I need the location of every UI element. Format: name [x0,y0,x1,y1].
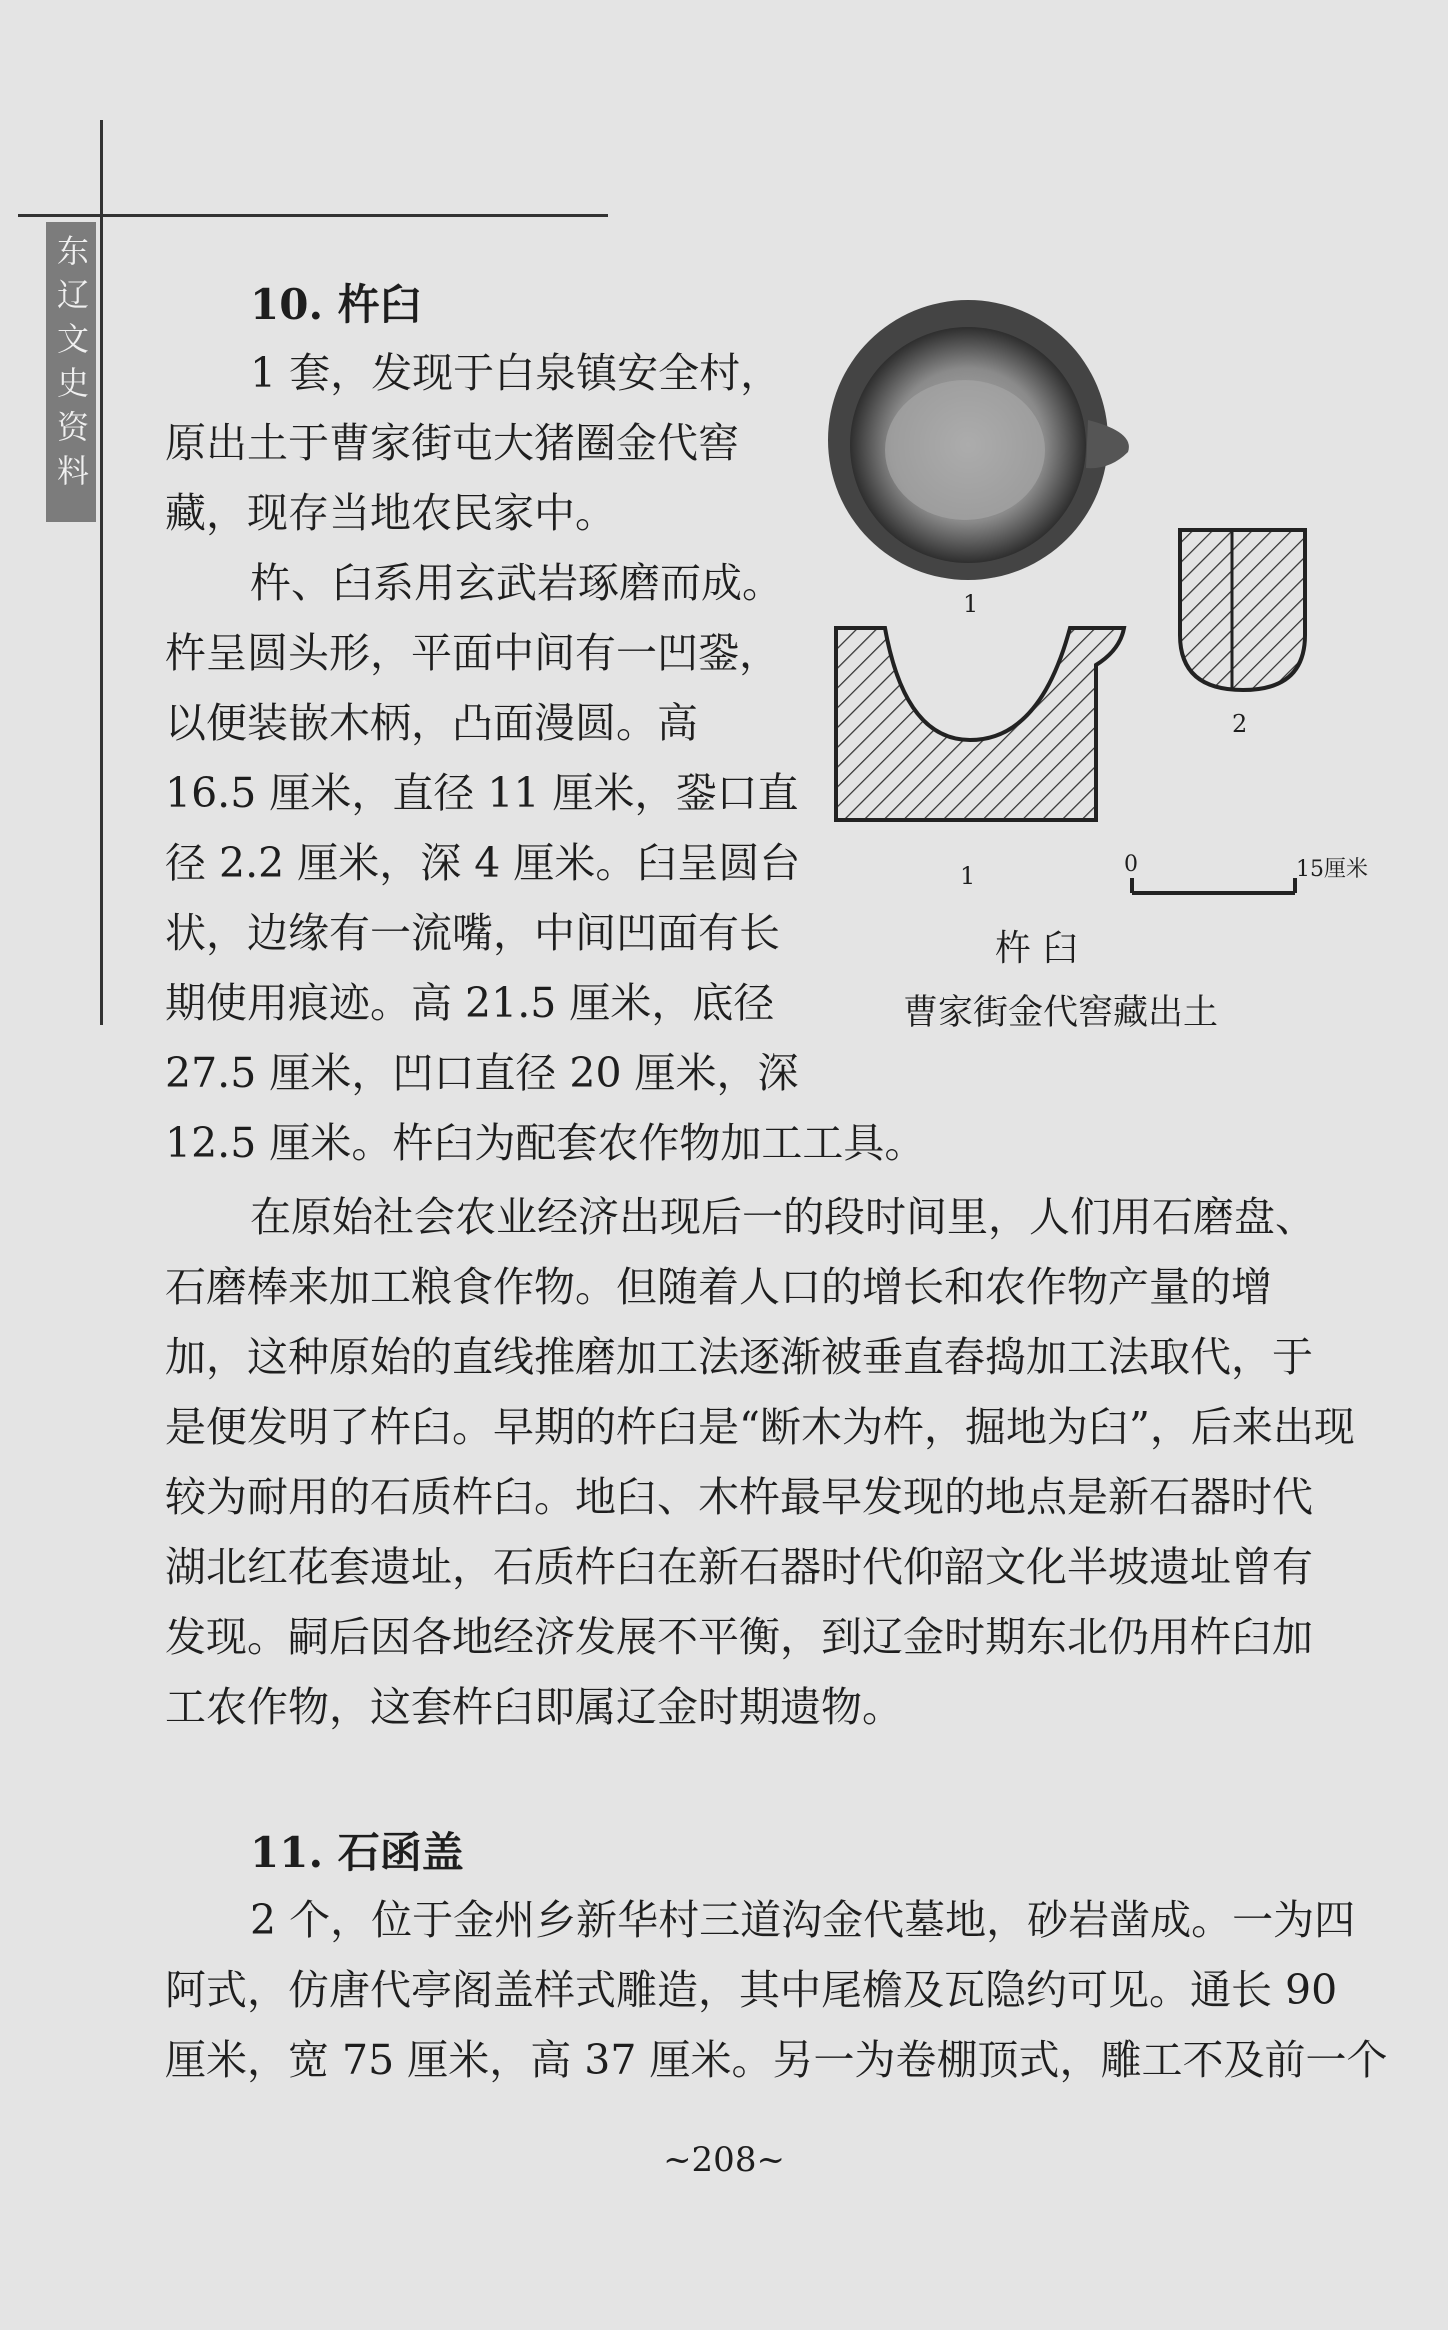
text-line: 阿式，仿唐代亭阁盖样式雕造，其中尾檐及瓦隐约可见。通长 90 [165,1966,1338,2014]
text-line: 在原始社会农业经济出现后一的段时间里，人们用石磨盘、 [250,1193,1316,1241]
text-line: 16.5 厘米，直径 11 厘米，銎口直 [165,769,799,817]
section-10-heading: 10. 杵臼 [250,280,422,329]
series-title: 东辽文史资料 [52,234,90,498]
text-line: 藏，现存当地农民家中。 [165,489,616,537]
scale-start-label: 0 [1124,852,1138,877]
text-line: 湖北红花套遗址，石质杵臼在新石器时代仰韶文化半坡遗址曾有 [165,1543,1313,1591]
page-number: ~208~ [663,2140,785,2180]
text-line: 是便发明了杵臼。早期的杵臼是“断木为杵，掘地为臼”，后来出现 [165,1403,1355,1451]
mortar-top-view [828,300,1129,580]
mortar-cross-section [836,628,1124,820]
figure-label-2: 2 [1232,710,1248,738]
text-line: 杵呈圆头形，平面中间有一凹銎， [165,629,780,677]
figure-label-1-top: 1 [963,590,979,618]
text-line: 厘米，宽 75 厘米，高 37 厘米。另一为卷棚顶式，雕工不及前一个 [165,2036,1388,2084]
text-line: 杵、臼系用玄武岩琢磨而成。 [250,559,783,607]
text-line: 状，边缘有一流嘴，中间凹面有长 [165,909,780,957]
scale-end-label: 15厘米 [1296,857,1368,882]
text-line: 期使用痕迹。高 21.5 厘米，底径 [165,979,775,1027]
text-line: 石磨棒来加工粮食作物。但随着人口的增长和农作物产量的增 [165,1263,1272,1311]
text-line: 12.5 厘米。杵臼为配套农作物加工工具。 [165,1119,926,1167]
paragraph-history [165,1182,1365,1742]
text-line: 径 2.2 厘米，深 4 厘米。臼呈圆台 [165,839,801,887]
text-line: 较为耐用的石质杵臼。地臼、木杵最早发现的地点是新石器时代 [165,1473,1313,1521]
figure-title: 杵 臼 [995,928,1079,969]
figure-caption: 曹家街金代窖藏出土 [903,993,1219,1033]
text-line: 2 个，位于金州乡新华村三道沟金代墓地，砂岩凿成。一为四 [250,1896,1356,1944]
text-line: 加，这种原始的直线推磨加工法逐渐被垂直舂捣加工法取代，于 [165,1333,1313,1381]
pestle-cross-section [1180,530,1305,690]
text-line: 发现。嗣后因各地经济发展不平衡，到辽金时期东北仍用杵臼加 [165,1613,1313,1661]
text-line: 工农作物，这套杵臼即属辽金时期遗物。 [165,1683,903,1731]
text-line: 以便装嵌木柄，凸面漫圆。高 [165,699,698,747]
section-11-heading: 11. 石函盖 [250,1828,464,1877]
text-line: 1 套，发现于白泉镇安全村， [250,349,782,397]
text-line: 27.5 厘米，凹口直径 20 厘米，深 [165,1049,799,1097]
figure-label-1-bottom: 1 [960,862,976,890]
section-11-text [165,1885,1388,2095]
text-line: 原出土于曹家街屯大猪圈金代窖 [165,419,739,467]
